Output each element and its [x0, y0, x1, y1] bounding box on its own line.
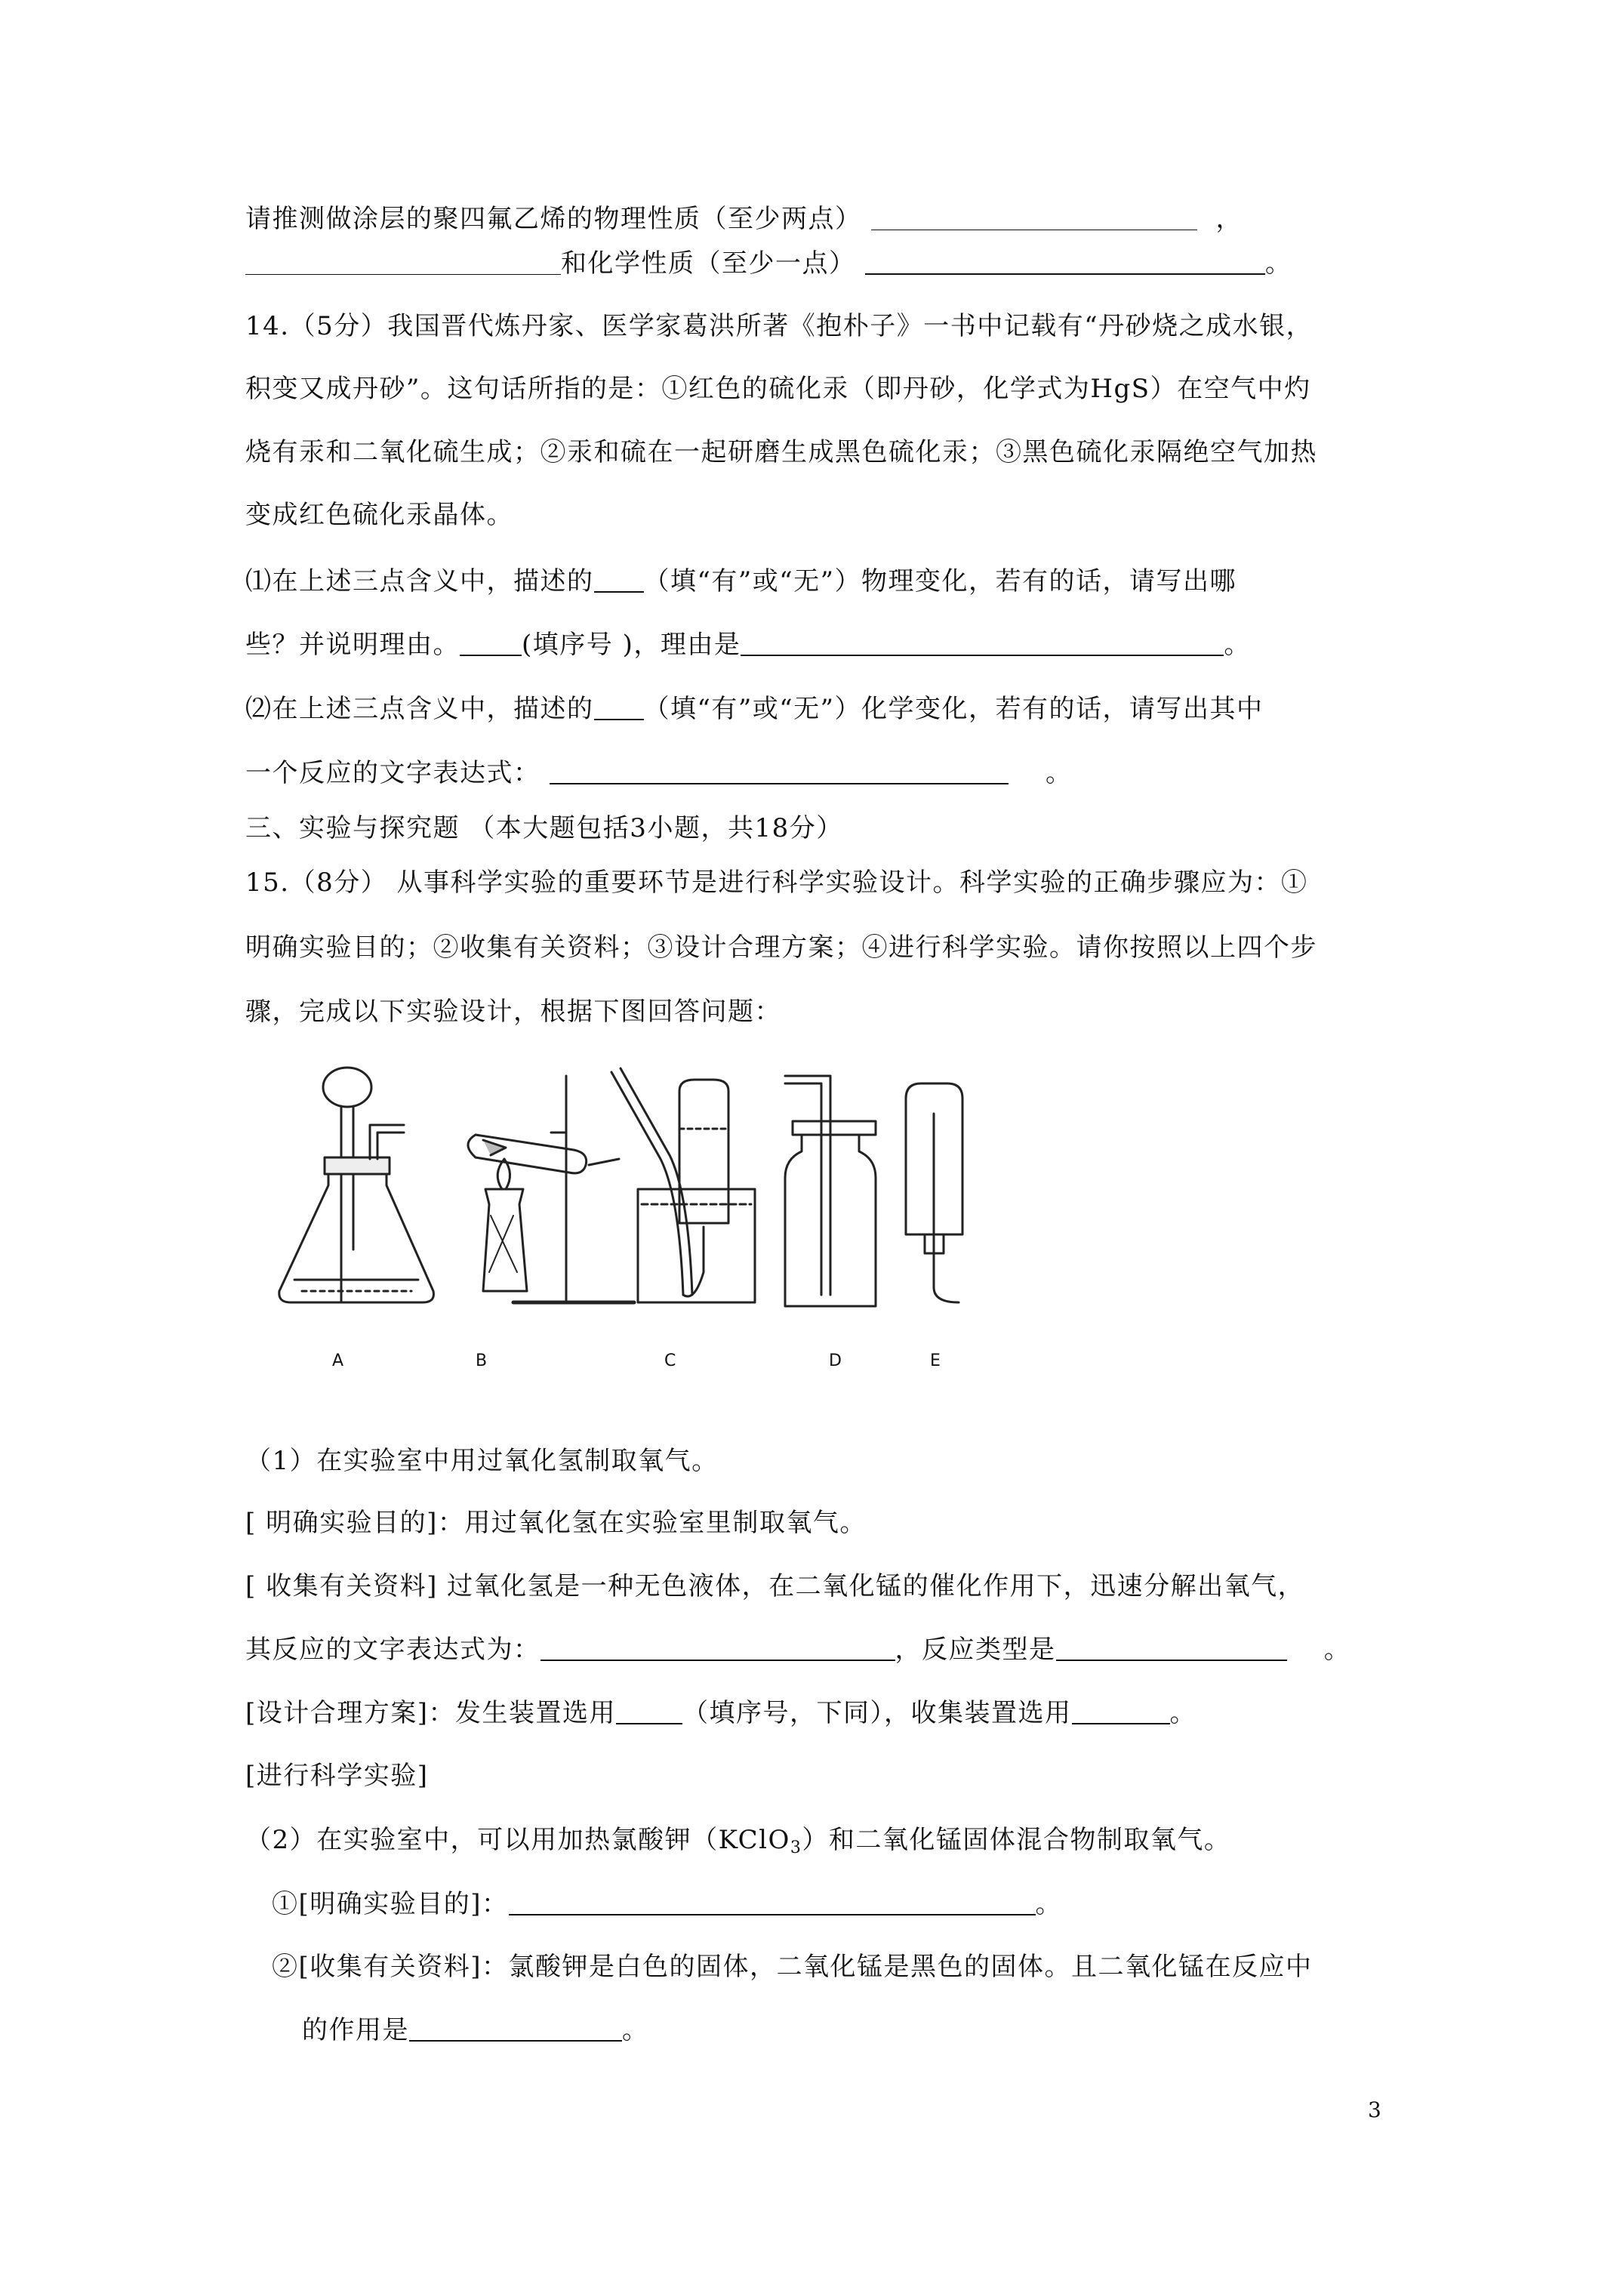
page-number: 3 — [1368, 2097, 1381, 2122]
answer-blank — [741, 632, 1224, 656]
figure-label-b: B — [476, 1351, 488, 1370]
answer-blank — [1056, 1637, 1287, 1661]
figure-label-e: E — [930, 1351, 941, 1370]
q14-intro-1: 14.（5分）我国晋代炼丹家、医学家葛洪所著《抱朴子》一书中记载有“丹砂烧之成水银， — [245, 311, 1313, 341]
q14-part2-line2: 一个反应的文字表达式： 。 — [245, 758, 1073, 788]
answer-blank — [594, 569, 644, 593]
figure-label-a: A — [332, 1351, 344, 1370]
answer-blank — [460, 632, 522, 656]
answer-blank — [594, 696, 644, 720]
q15-part1-goal: [ 明确实验目的]：用过氧化氢在实验室里制取氧气。 — [245, 1508, 867, 1538]
answer-blank — [871, 207, 1197, 230]
apparatus-c-water-collection — [611, 1068, 755, 1302]
q15-part2-info-1: ②[收集有关资料]：氯酸钾是白色的固体，二氧化锰是黑色的固体。且二氧化锰在反应中 — [272, 1952, 1313, 1982]
q14-part1-line2: 些？并说明理由。 (填序号 )，理由是 。 — [245, 630, 1251, 660]
figure-label-d: D — [829, 1351, 842, 1370]
q15-part2-info-2: 的作用是 。 — [302, 2015, 649, 2045]
q15-intro-3: 骤，完成以下实验设计，根据下图回答问题： — [245, 997, 781, 1027]
q15-part1-title: （1）在实验室中用过氧化氢制取氧气。 — [245, 1446, 719, 1476]
apparatus-a-flask-with-funnel — [279, 1068, 434, 1302]
q14-intro-4: 变成红色硫化汞晶体。 — [245, 500, 513, 530]
q14-part1-line1: ⑴在上述三点含义中，描述的 （填“有”或“无”）物理变化，若有的话，请写出哪 — [245, 566, 1237, 596]
q15-part1-info-2: 其反应的文字表达式为： ，反应类型是 。 — [245, 1635, 1351, 1665]
lab-apparatus-figure — [257, 1046, 996, 1318]
q13-line-2: 和化学性质（至少一点） 。 — [245, 247, 1292, 280]
answer-blank — [550, 760, 1009, 784]
q14-intro-2: 积变又成丹砂”。这句话所指的是：①红色的硫化汞（即丹砂，化学式为HgS）在空气中灼 — [245, 374, 1311, 404]
figure-label-c: C — [664, 1351, 676, 1370]
answer-blank — [509, 1891, 1036, 1915]
q15-part2-goal: ①[明确实验目的]： 。 — [272, 1889, 1063, 1919]
answer-blank — [1072, 1700, 1170, 1724]
q15-part1-do: [进行科学实验] — [245, 1761, 429, 1791]
answer-blank — [540, 1637, 895, 1661]
q14-intro-3: 烧有汞和二氧化硫生成；②汞和硫在一起研磨生成黑色硫化汞；③黑色硫化汞隔绝空气加热 — [245, 437, 1317, 467]
apparatus-e-inverted-bottle — [906, 1083, 962, 1302]
section-heading: 三、实验与探究题 （本大题包括3小题，共18分） — [245, 813, 843, 843]
apparatus-b-heated-test-tube — [468, 1076, 634, 1302]
answer-blank — [409, 2017, 622, 2042]
answer-blank — [865, 251, 1265, 275]
q15-part2-title: （2）在实验室中，可以用加热氯酸钾（KClO$_3$）和二氧化锰固体混合物制取氧气。 — [245, 1825, 1231, 1857]
q15-intro-1: 15.（8分） 从事科学实验的重要环节是进行科学实验设计。科学实验的正确步骤应为：① — [245, 868, 1308, 898]
q15-part1-info-1: [ 收集有关资料] 过氧化氢是一种无色液体，在二氧化锰的催化作用下，迅速分解出氧气， — [245, 1571, 1305, 1601]
q15-intro-2: 明确实验目的；②收集有关资料；③设计合理方案；④进行科学实验。请你按照以上四个步 — [245, 932, 1317, 963]
answer-blank — [616, 1700, 682, 1724]
apparatus-d-gas-bottle — [785, 1076, 876, 1306]
q15-part1-design: [设计合理方案]：发生装置选用 （填序号，下同），收集装置选用 。 — [245, 1698, 1197, 1728]
answer-blank — [245, 251, 561, 275]
q13-line-1: 请推测做涂层的聚四氟乙烯的物理性质（至少两点） ， — [245, 204, 1243, 234]
q14-part2-line1: ⑵在上述三点含义中，描述的 （填“有”或“无”）化学变化，若有的话，请写出其中 — [245, 694, 1264, 724]
